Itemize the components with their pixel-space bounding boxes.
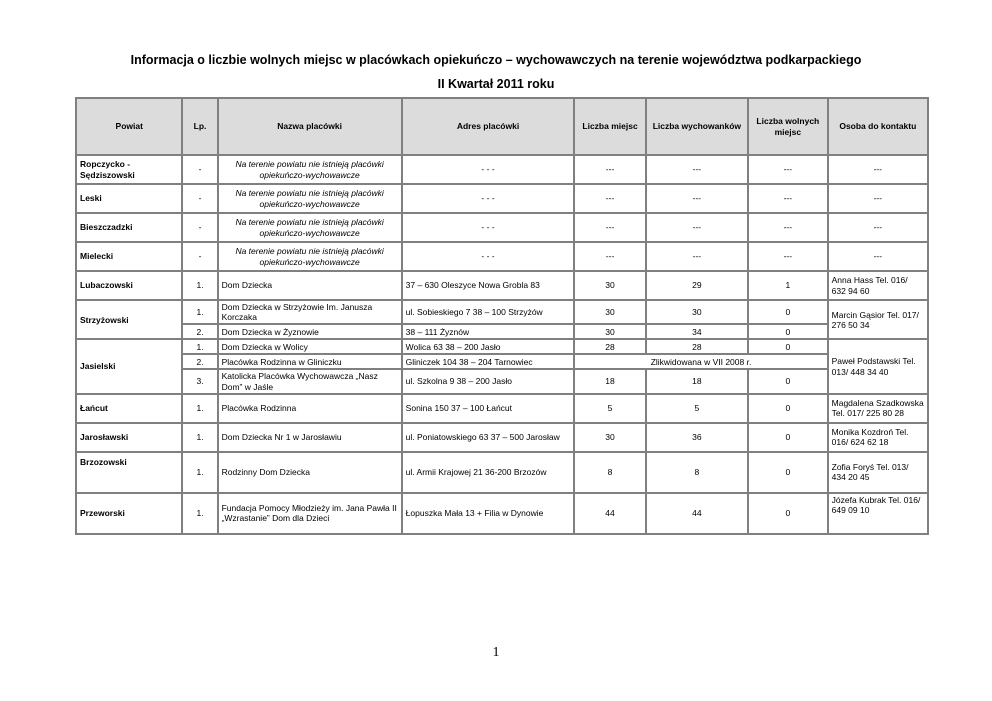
- nazwa-cell: Rodzinny Dom Dziecka: [219, 453, 401, 492]
- wolne-cell: 0: [749, 395, 827, 422]
- wolne-cell: ---: [749, 156, 827, 183]
- wych-cell: 36: [647, 424, 747, 451]
- osoba-cell: ---: [829, 243, 927, 270]
- wych-cell: ---: [647, 243, 747, 270]
- nazwa-cell: Placówka Rodzinna: [219, 395, 401, 422]
- wych-cell: 29: [647, 272, 747, 299]
- adres-cell: Sonina 150 37 – 100 Łańcut: [403, 395, 574, 422]
- lp-cell: -: [183, 156, 216, 183]
- wych-cell: 44: [647, 494, 747, 533]
- wych-cell: ---: [647, 185, 747, 212]
- osoba-cell: ---: [829, 214, 927, 241]
- page-number: 1: [492, 645, 500, 660]
- wolne-cell: 0: [749, 424, 827, 451]
- adres-cell: - - -: [403, 185, 574, 212]
- lp-cell: 2.: [183, 355, 216, 368]
- miejsca-cell: ---: [575, 156, 644, 183]
- table-row: [77, 243, 927, 270]
- header-wolne-miejsca: Liczba wolnych miejsc: [749, 99, 827, 154]
- miejsca-cell: 30: [575, 272, 644, 299]
- wolne-cell: 0: [749, 494, 827, 533]
- powiat-cell: Przeworski: [77, 494, 181, 533]
- powiat-cell: Bieszczadzki: [77, 214, 181, 241]
- wolne-cell: ---: [749, 214, 827, 241]
- wych-cell: ---: [647, 156, 747, 183]
- adres-cell: ul. Armii Krajowej 21 36-200 Brzozów: [403, 453, 574, 492]
- wych-cell: 8: [647, 453, 747, 492]
- lp-cell: -: [183, 243, 216, 270]
- wolne-cell: 0: [749, 340, 827, 353]
- adres-cell: ul. Poniatowskiego 63 37 – 500 Jarosław: [403, 424, 574, 451]
- lp-cell: 1.: [183, 494, 216, 533]
- miejsca-cell: 18: [575, 370, 644, 392]
- wolne-cell: 0: [749, 325, 827, 338]
- wolne-cell: ---: [749, 185, 827, 212]
- document-title: Informacja o liczbie wolnych miejsc w placówkach opiekuńczo – wychowawczych na terenie województwa podkarpackiego: [130, 53, 862, 67]
- note-cell: Na terenie powiatu nie istnieją placówki opiekuńczo-wychowawcze: [219, 185, 401, 212]
- miejsca-cell: 5: [575, 395, 644, 422]
- adres-cell: Łopuszka Mała 13 + Filia w Dynowie: [403, 494, 574, 533]
- wolne-cell: 0: [749, 453, 827, 492]
- wolne-cell: 0: [749, 370, 827, 392]
- nazwa-cell: Dom Dziecka w Strzyżowie Im. Janusza Korczaka: [219, 301, 401, 323]
- powiat-cell: Brzozowski: [77, 453, 181, 492]
- header-adres: Adres placówki: [403, 99, 574, 154]
- header-nazwa: Nazwa placówki: [219, 99, 401, 154]
- zlikwidowana-cell: Zlikwidowana w VII 2008 r.: [575, 355, 826, 368]
- miejsca-cell: ---: [575, 214, 644, 241]
- header-liczba-miejsc: Liczba miejsc: [575, 99, 644, 154]
- adres-cell: Gliniczek 104 38 – 204 Tarnowiec: [403, 355, 574, 368]
- wych-cell: 30: [647, 301, 747, 323]
- wych-cell: 18: [647, 370, 747, 392]
- miejsca-cell: 30: [575, 424, 644, 451]
- table-row: [77, 185, 927, 212]
- adres-cell: - - -: [403, 243, 574, 270]
- table-row: [77, 355, 927, 368]
- osoba-cell: ---: [829, 185, 927, 212]
- miejsca-cell: ---: [575, 185, 644, 212]
- miejsca-cell: 8: [575, 453, 644, 492]
- osoba-cell: ---: [829, 156, 927, 183]
- table-row: [77, 301, 927, 323]
- adres-cell: - - -: [403, 156, 574, 183]
- lp-cell: 1.: [183, 340, 216, 353]
- osoba-cell: Magdalena Szadkowska Tel. 017/ 225 80 28: [829, 395, 927, 422]
- nazwa-cell: Dom Dziecka Nr 1 w Jarosławiu: [219, 424, 401, 451]
- lp-cell: 1.: [183, 301, 216, 323]
- osoba-cell: Paweł Podstawski Tel. 013/ 448 34 40: [829, 340, 927, 392]
- table-row: [77, 370, 927, 392]
- osoba-cell: Józefa Kubrak Tel. 016/ 649 09 10: [829, 494, 927, 533]
- lp-cell: 1.: [183, 453, 216, 492]
- miejsca-cell: 30: [575, 301, 644, 323]
- lp-cell: -: [183, 185, 216, 212]
- header-row: [77, 99, 927, 154]
- powiat-cell: Leski: [77, 185, 181, 212]
- lp-cell: -: [183, 214, 216, 241]
- header-lp: Lp.: [183, 99, 216, 154]
- adres-cell: - - -: [403, 214, 574, 241]
- table-row: [77, 325, 927, 338]
- powiat-cell: Jasielski: [77, 340, 181, 392]
- note-cell: Na terenie powiatu nie istnieją placówki opiekuńczo-wychowawcze: [219, 243, 401, 270]
- lp-cell: 2.: [183, 325, 216, 338]
- wolne-cell: 0: [749, 301, 827, 323]
- header-liczba-wychowankow: Liczba wychowanków: [647, 99, 747, 154]
- osoba-cell: Marcin Gąsior Tel. 017/ 276 50 34: [829, 301, 927, 338]
- wych-cell: 5: [647, 395, 747, 422]
- adres-cell: 37 – 630 Oleszyce Nowa Grobla 83: [403, 272, 574, 299]
- document-subtitle: II Kwartał 2011 roku: [437, 77, 555, 91]
- adres-cell: ul. Sobieskiego 7 38 – 100 Strzyżów: [403, 301, 574, 323]
- powiat-cell: Lubaczowski: [77, 272, 181, 299]
- adres-cell: ul. Szkolna 9 38 – 200 Jasło: [403, 370, 574, 392]
- header-powiat: Powiat: [77, 99, 181, 154]
- miejsca-cell: ---: [575, 243, 644, 270]
- osoba-cell: Monika Kozdroń Tel. 016/ 624 62 18: [829, 424, 927, 451]
- nazwa-cell: Katolicka Placówka Wychowawcza „Nasz Dom” w Jaśle: [219, 370, 401, 392]
- table-row: [77, 395, 927, 422]
- powiat-cell: Ropczycko - Sędziszowski: [77, 156, 181, 183]
- wych-cell: ---: [647, 214, 747, 241]
- placowki-table: [75, 97, 929, 535]
- table-row: [77, 453, 927, 492]
- table-row: [77, 340, 927, 353]
- wych-cell: 34: [647, 325, 747, 338]
- nazwa-cell: Dom Dziecka w Wolicy: [219, 340, 401, 353]
- table-row: [77, 214, 927, 241]
- note-cell: Na terenie powiatu nie istnieją placówki opiekuńczo-wychowawcze: [219, 214, 401, 241]
- table-row: [77, 494, 927, 533]
- miejsca-cell: 28: [575, 340, 644, 353]
- table-row: [77, 424, 927, 451]
- nazwa-cell: Placówka Rodzinna w Gliniczku: [219, 355, 401, 368]
- note-cell: Na terenie powiatu nie istnieją placówki opiekuńczo-wychowawcze: [219, 156, 401, 183]
- powiat-cell: Mielecki: [77, 243, 181, 270]
- adres-cell: 38 – 111 Żyznów: [403, 325, 574, 338]
- nazwa-cell: Fundacja Pomocy Młodzieży im. Jana Pawła II „Wzrastanie” Dom dla Dzieci: [219, 494, 401, 533]
- powiat-cell: Łańcut: [77, 395, 181, 422]
- miejsca-cell: 30: [575, 325, 644, 338]
- osoba-cell: Zofia Foryś Tel. 013/ 434 20 45: [829, 453, 927, 492]
- table-row: [77, 156, 927, 183]
- lp-cell: 1.: [183, 272, 216, 299]
- nazwa-cell: Dom Dziecka w Żyznowie: [219, 325, 401, 338]
- osoba-cell: Anna Hass Tel. 016/ 632 94 60: [829, 272, 927, 299]
- powiat-cell: Strzyżowski: [77, 301, 181, 338]
- wolne-cell: 1: [749, 272, 827, 299]
- wych-cell: 28: [647, 340, 747, 353]
- lp-cell: 1.: [183, 424, 216, 451]
- wolne-cell: ---: [749, 243, 827, 270]
- table-row: [77, 272, 927, 299]
- miejsca-cell: 44: [575, 494, 644, 533]
- adres-cell: Wolica 63 38 – 200 Jasło: [403, 340, 574, 353]
- nazwa-cell: Dom Dziecka: [219, 272, 401, 299]
- powiat-cell: Jarosławski: [77, 424, 181, 451]
- lp-cell: 3.: [183, 370, 216, 392]
- lp-cell: 1.: [183, 395, 216, 422]
- header-osoba: Osoba do kontaktu: [829, 99, 927, 154]
